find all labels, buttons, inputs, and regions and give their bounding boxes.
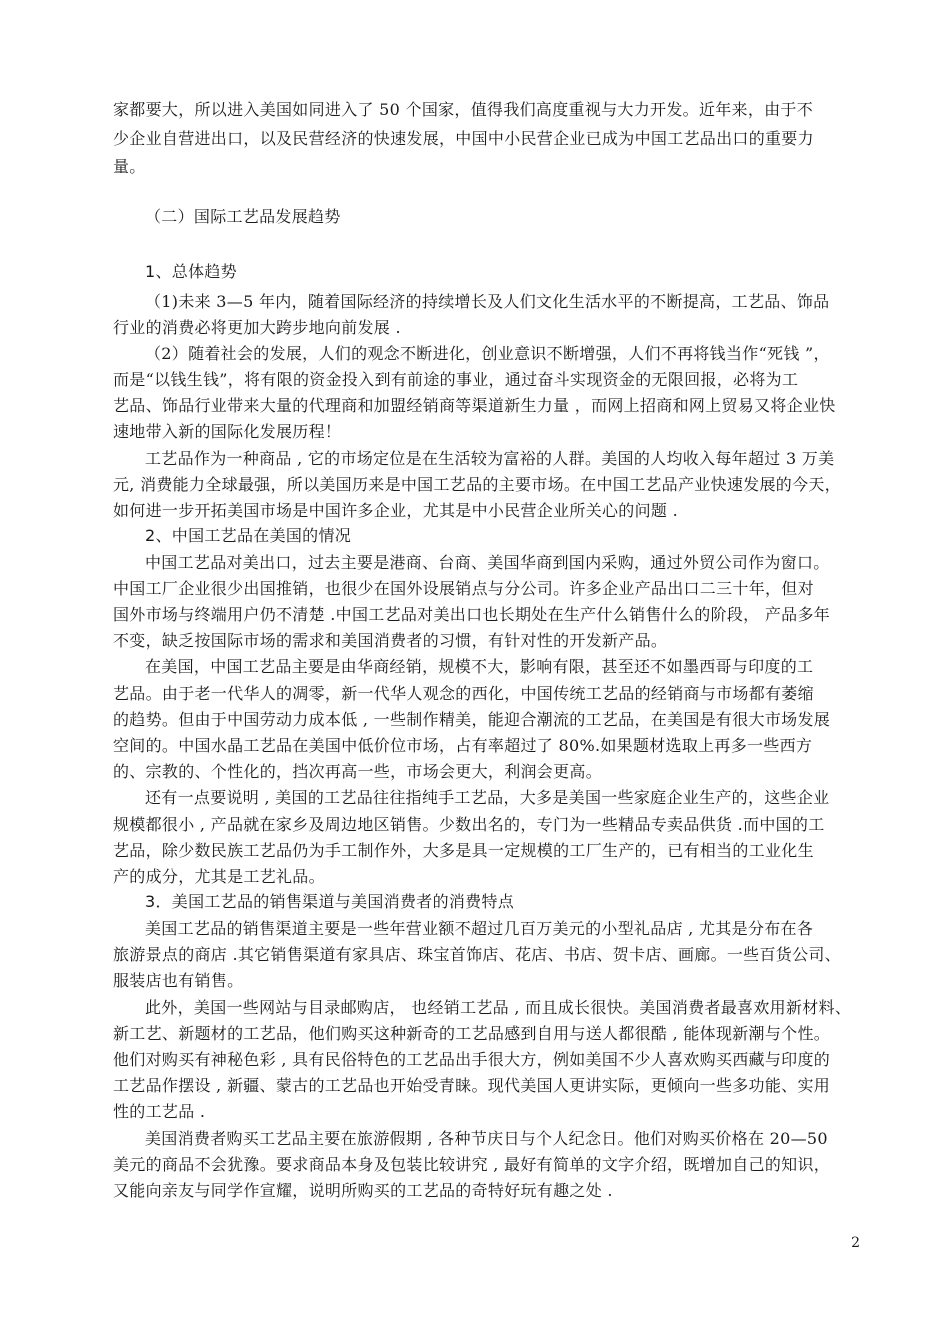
paragraph-line: 元, 消费能力全球最强，所以美国历来是中国工艺品的主要市场。在中国工艺品产业快速发展的今天， [113,475,841,494]
subsection-heading: 3．美国工艺品的销售渠道与美国消费者的消费特点 [145,892,515,911]
paragraph-line: 艺品，除少数民族工艺品仍为手工制作外，大多是具一定规模的工厂生产的，已有相当的工业化生 [113,841,814,860]
subsection-heading: 2、中国工艺品在美国的情况 [145,526,352,545]
paragraph-line: 而是“以钱生钱”，将有限的资金投入到有前途的事业，通过奋斗实现资金的无限回报，必将为工 [113,370,799,389]
paragraph-line: 不变，缺乏按国际市场的需求和美国消费者的习惯，有针对性的开发新产品。 [113,631,668,650]
paragraph-line: 新工艺、新题材的工艺品，他们购买这种新奇的工艺品感到自用与送人都很酷 , 能体现新潮与个性。 [113,1024,831,1043]
paragraph-line: 空间的。中国水晶工艺品在美国中低价位市场，占有率超过了 80%.如果题材选取上再多一些西方 [113,736,813,755]
paragraph-line: 美国工艺品的销售渠道主要是一些年营业额不超过几百万美元的小型礼品店 , 尤其是分布在各 [145,919,814,938]
paragraph-line: 规模都很小 , 产品就在家乡及周边地区销售。少数出名的，专门为一些精品专卖品供货 .而中国的工 [113,815,825,834]
paragraph-line: 工艺品作摆设 , 新疆、蒙古的工艺品也开始受青睐。现代美国人更讲实际，更倾向一些多功能、实用 [113,1076,831,1095]
paragraph-line: 此外，美国一些网站与目录邮购店， 也经销工艺品 , 而且成长很快。美国消费者最喜欢用新材料、 [145,998,852,1017]
paragraph-line: 还有一点要说明 , 美国的工艺品往往指纯手工艺品，大多是美国一些家庭企业生产的，这些企业 [145,788,830,807]
paragraph-line: 中国工艺品对美出口，过去主要是港商、台商、美国华商到国内采购，通过外贸公司作为窗口。 [145,553,830,572]
paragraph-line: 艺品。由于老一代华人的凋零，新一代华人观念的西化，中国传统工艺品的经销商与市场都有萎缩 [113,684,814,703]
paragraph-line: 国外市场与终端用户仍不清楚 .中国工艺品对美出口也长期处在生产什么销售什么的阶段， 产品多年 [113,605,831,624]
paragraph-line: （2）随着社会的发展，人们的观念不断进化，创业意识不断增强，人们不再将钱当作“死钱 ”， [145,344,830,363]
section-heading: （二）国际工艺品发展趋势 [145,207,341,226]
paragraph-line: 他们对购买有神秘色彩 , 具有民俗特色的工艺品出手很大方，例如美国不少人喜欢购买西藏与印度的 [113,1050,831,1069]
paragraph-line: 产的成分，尤其是工艺礼品。 [113,867,325,886]
paragraph-line: 量。 [113,157,146,176]
paragraph-line: 在美国，中国工艺品主要是由华商经销，规模不大，影响有限，甚至还不如墨西哥与印度的工 [145,657,814,676]
paragraph-line: 的趋势。但由于中国劳动力成本低 , 一些制作精美，能迎合潮流的工艺品，在美国是有很大市场发展 [113,710,831,729]
paragraph-line: 中国工厂企业很少出国推销，也很少在国外设展销点与分公司。许多企业产品出口二三十年，但对 [113,579,814,598]
paragraph-line: 行业的消费必将更加大跨步地向前发展 . [113,318,401,337]
paragraph-line: 又能向亲友与同学作宣耀，说明所购买的工艺品的奇特好玩有趣之处 . [113,1181,613,1200]
paragraph-line: 美元的商品不会犹豫。要求商品本身及包装比较讲究 , 最好有简单的文字介绍，既增加自己的知识， [113,1155,831,1174]
paragraph-line: 旅游景点的商店 .其它销售渠道有家具店、珠宝首饰店、花店、书店、贺卡店、画廊。一些百货公司、 [113,945,841,964]
paragraph-line: 服装店也有销售。 [113,971,244,990]
paragraph-line: 性的工艺品 . [113,1102,206,1121]
paragraph-line: 速地带入新的国际化发展历程！ [113,422,342,441]
page-number: 2 [851,1235,860,1251]
subsection-heading: 1、总体趋势 [145,262,237,281]
paragraph-line: 艺品、饰品行业带来大量的代理商和加盟经销商等渠道新生力量 ，而网上招商和网上贸易又将企业快 [113,396,836,415]
paragraph-line: （1)未来 3—5 年内，随着国际经济的持续增长及人们文化生活水平的不断提高，工艺品、饰品 [145,292,830,311]
paragraph-line: 美国消费者购买工艺品主要在旅游假期 , 各种节庆日与个人纪念日。他们对购买价格在 20—50 [145,1129,828,1148]
paragraph-line: 少企业自营进出口，以及民营经济的快速发展，中国中小民营企业已成为中国工艺品出口的重要力 [113,129,814,148]
paragraph-line: 如何进一步开拓美国市场是中国许多企业，尤其是中小民营企业所关心的问题 . [113,501,678,520]
paragraph-line: 的、宗教的、个性化的，挡次再高一些，市场会更大，利润会更高。 [113,762,603,781]
paragraph-line: 家都要大，所以进入美国如同进入了 50 个国家，值得我们高度重视与大力开发。近年来，由于不 [113,100,814,119]
paragraph-line: 工艺品作为一种商品 , 它的市场定位是在生活较为富裕的人群。美国的人均收入每年超过 3 万美 [145,449,835,468]
